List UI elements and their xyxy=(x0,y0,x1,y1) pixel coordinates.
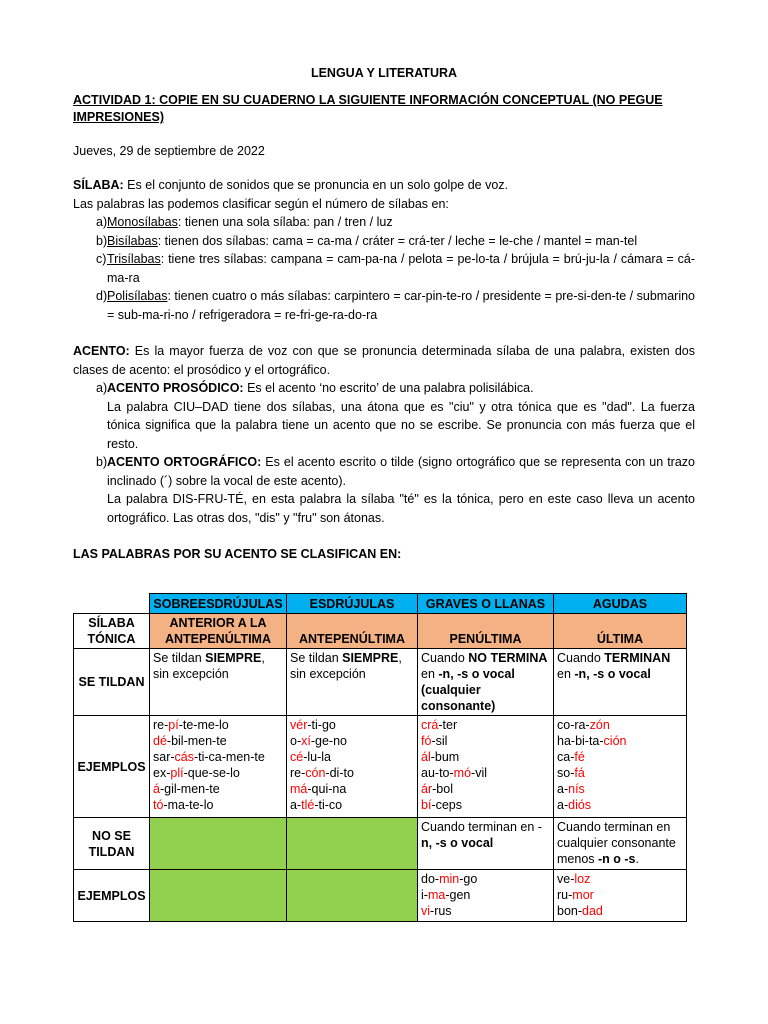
list-item xyxy=(73,213,695,232)
stressed-syllable: xí xyxy=(301,734,311,748)
example-word: crá-ter xyxy=(421,718,458,732)
example-word: co-ra-zón xyxy=(557,718,610,732)
example-word: so-fá xyxy=(557,766,585,780)
tonica-agudas: ÚLTIMA xyxy=(554,614,687,649)
stressed-syllable: ma xyxy=(427,888,446,902)
example-word: ru-mor xyxy=(557,888,594,902)
stressed-syllable: vér xyxy=(290,718,308,732)
stressed-syllable: bí xyxy=(421,798,432,812)
stressed-syllable: dad xyxy=(582,904,603,918)
green-cell xyxy=(150,870,287,922)
stressed-syllable: á xyxy=(153,782,160,796)
document-title: LENGUA Y LITERATURA xyxy=(310,66,458,80)
document-page xyxy=(73,66,695,561)
table-header-row xyxy=(74,594,687,614)
stressed-syllable: cón xyxy=(305,766,326,780)
row-label-ejemplos-2: EJEMPLOS xyxy=(74,870,150,922)
header-graves: GRAVES O LLANAS xyxy=(418,594,554,614)
example-word: a-diós xyxy=(557,798,592,812)
list-text: : tienen cuatro o más sílabas: carpintero = car-pin-te-ro / presidente = pre-si-den-te / submarino = sub-ma-ri-no / refrigeradora = re-fri-ge-ra-do-ra xyxy=(107,289,695,322)
list-text: Es el acento ‘no escrito’ de una palabra polisilábica. xyxy=(243,381,534,395)
row-label-no-se-tildan: NO SE TILDAN xyxy=(74,818,150,870)
ejemplos2-agudas xyxy=(554,870,687,922)
stressed-syllable: cás xyxy=(174,750,194,764)
example-word: ve-loz xyxy=(557,872,591,886)
stressed-syllable: pí xyxy=(168,718,179,732)
row-label-silaba-tonica: SÍLABA TÓNICA xyxy=(74,614,150,649)
header-sobreesdrujulas: SOBREESDRÚJULAS xyxy=(150,594,287,614)
list-term: ACENTO PROSÓDICO: xyxy=(107,381,244,395)
list-marker: b) xyxy=(96,233,108,248)
empty-corner xyxy=(74,594,150,614)
stressed-syllable: mó xyxy=(453,766,472,780)
example-word: bí-ceps xyxy=(421,798,463,812)
list-term: Bisílabas xyxy=(107,233,158,248)
table-row xyxy=(74,870,687,922)
stressed-syllable: min xyxy=(439,872,460,886)
list-term: Trisílabas xyxy=(107,252,161,266)
list-marker: a) xyxy=(96,381,108,395)
table-row xyxy=(74,716,687,818)
stressed-syllable: diós xyxy=(568,798,592,812)
header-esdrujulas: ESDRÚJULAS xyxy=(287,594,418,614)
list-term: Monosílabas xyxy=(107,215,178,229)
table-row xyxy=(74,614,687,649)
ejemplos-agudas xyxy=(554,716,687,818)
example-word: a-nís xyxy=(557,782,585,796)
stressed-syllable: fé xyxy=(574,750,585,764)
list-extra: La palabra CIU–DAD tiene dos sílabas, una átona que es "ciu" y otra tónica que es "dad". La fuerza tónica significa que la palabra tiene un acento que no se escribe. Se pronuncia con más fuerza que el resto. xyxy=(107,399,695,451)
header-agudas: AGUDAS xyxy=(554,594,687,614)
example-word: vér-ti-go xyxy=(290,718,336,732)
example-word: ca-fé xyxy=(557,750,585,764)
list-marker: c) xyxy=(96,252,107,266)
green-cell xyxy=(287,870,418,922)
example-word: cé-lu-la xyxy=(290,750,331,764)
silaba-definition xyxy=(73,176,695,195)
green-cell xyxy=(287,818,418,870)
stressed-syllable: má xyxy=(290,782,308,796)
list-term: Polisílabas xyxy=(107,289,168,303)
stressed-syllable: crá xyxy=(421,718,439,732)
example-word: dé-bil-men-te xyxy=(153,734,227,748)
date-line: Jueves, 29 de septiembre de 2022 xyxy=(73,144,265,158)
stressed-syllable: ál xyxy=(421,750,431,764)
list-item xyxy=(73,379,695,453)
list-item xyxy=(73,287,695,324)
silaba-intro: Las palabras las podemos clasificar según el número de sílabas en: xyxy=(73,196,449,211)
stressed-syllable: mor xyxy=(572,888,594,902)
tonica-sobre: ANTERIOR A LA ANTEPENÚLTIMA xyxy=(150,614,287,649)
example-word: i-ma-gen xyxy=(421,888,471,902)
stressed-syllable: nís xyxy=(568,782,585,796)
acento-list xyxy=(73,379,695,527)
row-label-se-tildan: SE TILDAN xyxy=(74,649,150,716)
list-marker: b) xyxy=(96,455,108,469)
ejemplos-graves xyxy=(418,716,554,818)
stressed-syllable: vi xyxy=(421,904,431,918)
example-word: ha-bi-ta-ción xyxy=(557,734,627,748)
silaba-definition-text: Es el conjunto de sonidos que se pronuncia en un solo golpe de voz. xyxy=(123,178,508,192)
no-se-tildan-graves: Cuando terminan en -n, -s o vocal xyxy=(418,818,554,870)
acento-definition-text: Es la mayor fuerza de voz con que se pronuncia determinada sílaba de una palabra, existen dos clases de acento: el prosódico y el ortográfico. xyxy=(73,344,695,377)
row-label-ejemplos: EJEMPLOS xyxy=(74,716,150,818)
list-term: ACENTO ORTOGRÁFICO: xyxy=(107,455,262,469)
stressed-syllable: ción xyxy=(603,734,627,748)
se-tildan-sobre: Se tildan SIEMPRE, sin excepción xyxy=(150,649,287,716)
ejemplos-sobre xyxy=(150,716,287,818)
example-word: sar-cás-ti-ca-men-te xyxy=(153,750,265,764)
acento-term: ACENTO: xyxy=(73,344,130,358)
list-extra: La palabra DIS-FRU-TÉ, en esta palabra la sílaba "té" es la tónica, pero en este caso lleva un acento ortográfico. Las otras dos, "dis" y "fru" son átonas. xyxy=(107,492,695,525)
stressed-syllable: loz xyxy=(574,872,591,886)
stressed-syllable: dé xyxy=(153,734,167,748)
se-tildan-agudas: Cuando TERMINAN en -n, -s o vocal xyxy=(554,649,687,716)
silaba-term: SÍLABA: xyxy=(73,178,124,192)
example-word: re-cón-di-to xyxy=(290,766,354,780)
example-word: a-tlé-ti-co xyxy=(290,798,343,812)
example-word: fó-sil xyxy=(421,734,448,748)
list-item xyxy=(73,232,695,251)
stressed-syllable: tó xyxy=(153,798,164,812)
list-item xyxy=(73,453,695,527)
list-marker: d) xyxy=(96,289,108,303)
example-word: ex-plí-que-se-lo xyxy=(153,766,240,780)
se-tildan-esdr: Se tildan SIEMPRE, sin excepción xyxy=(287,649,418,716)
silaba-list xyxy=(73,213,695,324)
stressed-syllable: fá xyxy=(574,766,585,780)
stressed-syllable: ár xyxy=(421,782,433,796)
se-tildan-graves: Cuando NO TERMINA en -n, -s o vocal (cualquier consonante) xyxy=(418,649,554,716)
list-text: : tienen dos sílabas: cama = ca-ma / cráter = crá-ter / leche = le-che / mantel = man-tel xyxy=(157,233,638,248)
green-cell xyxy=(150,818,287,870)
table-row xyxy=(74,818,687,870)
stressed-syllable: plí xyxy=(170,766,184,780)
example-word: do-min-go xyxy=(421,872,478,886)
acento-definition xyxy=(73,342,695,379)
example-word: re-pí-te-me-lo xyxy=(153,718,229,732)
list-marker: a) xyxy=(96,215,108,229)
example-word: tó-ma-te-lo xyxy=(153,798,214,812)
example-word: má-qui-na xyxy=(290,782,347,796)
example-word: ár-bol xyxy=(421,782,453,796)
tonica-esdr: ANTEPENÚLTIMA xyxy=(287,614,418,649)
list-item xyxy=(73,250,695,287)
ejemplos2-graves xyxy=(418,870,554,922)
stressed-syllable: cé xyxy=(290,750,304,764)
list-text: : tiene tres sílabas: campana = cam-pa-na / pelota = pe-lo-ta / brújula = brú-ju-la / cámara = cá-ma-ra xyxy=(107,252,695,285)
table-row xyxy=(74,649,687,716)
stressed-syllable: fó xyxy=(421,734,432,748)
ejemplos-esdr xyxy=(287,716,418,818)
accent-table xyxy=(73,593,687,922)
activity-heading: ACTIVIDAD 1: COPIE EN SU CUADERNO LA SIGUIENTE INFORMACIÓN CONCEPTUAL (NO PEGUE IMPRESIONES) xyxy=(73,93,663,124)
tonica-graves: PENÚLTIMA xyxy=(418,614,554,649)
list-text: : tienen una sola sílaba: pan / tren / luz xyxy=(177,215,393,229)
example-word: bon-dad xyxy=(557,904,603,918)
example-word: au-to-mó-vil xyxy=(421,766,487,780)
stressed-syllable: tlé xyxy=(301,798,315,812)
stressed-syllable: zón xyxy=(589,718,610,732)
no-se-tildan-agudas: Cuando terminan en cualquier consonante menos -n o -s. xyxy=(554,818,687,870)
classify-heading: LAS PALABRAS POR SU ACENTO SE CLASIFICAN EN: xyxy=(73,547,402,561)
example-word: vi-rus xyxy=(421,904,452,918)
list-text: Es el acento escrito o tilde (signo ortográfico que se representa con un trazo inclinado (´) sobre la vocal de este acento). xyxy=(107,455,695,488)
example-word: ál-bum xyxy=(421,750,460,764)
example-word: o-xí-ge-no xyxy=(290,734,347,748)
example-word: á-gil-men-te xyxy=(153,782,220,796)
